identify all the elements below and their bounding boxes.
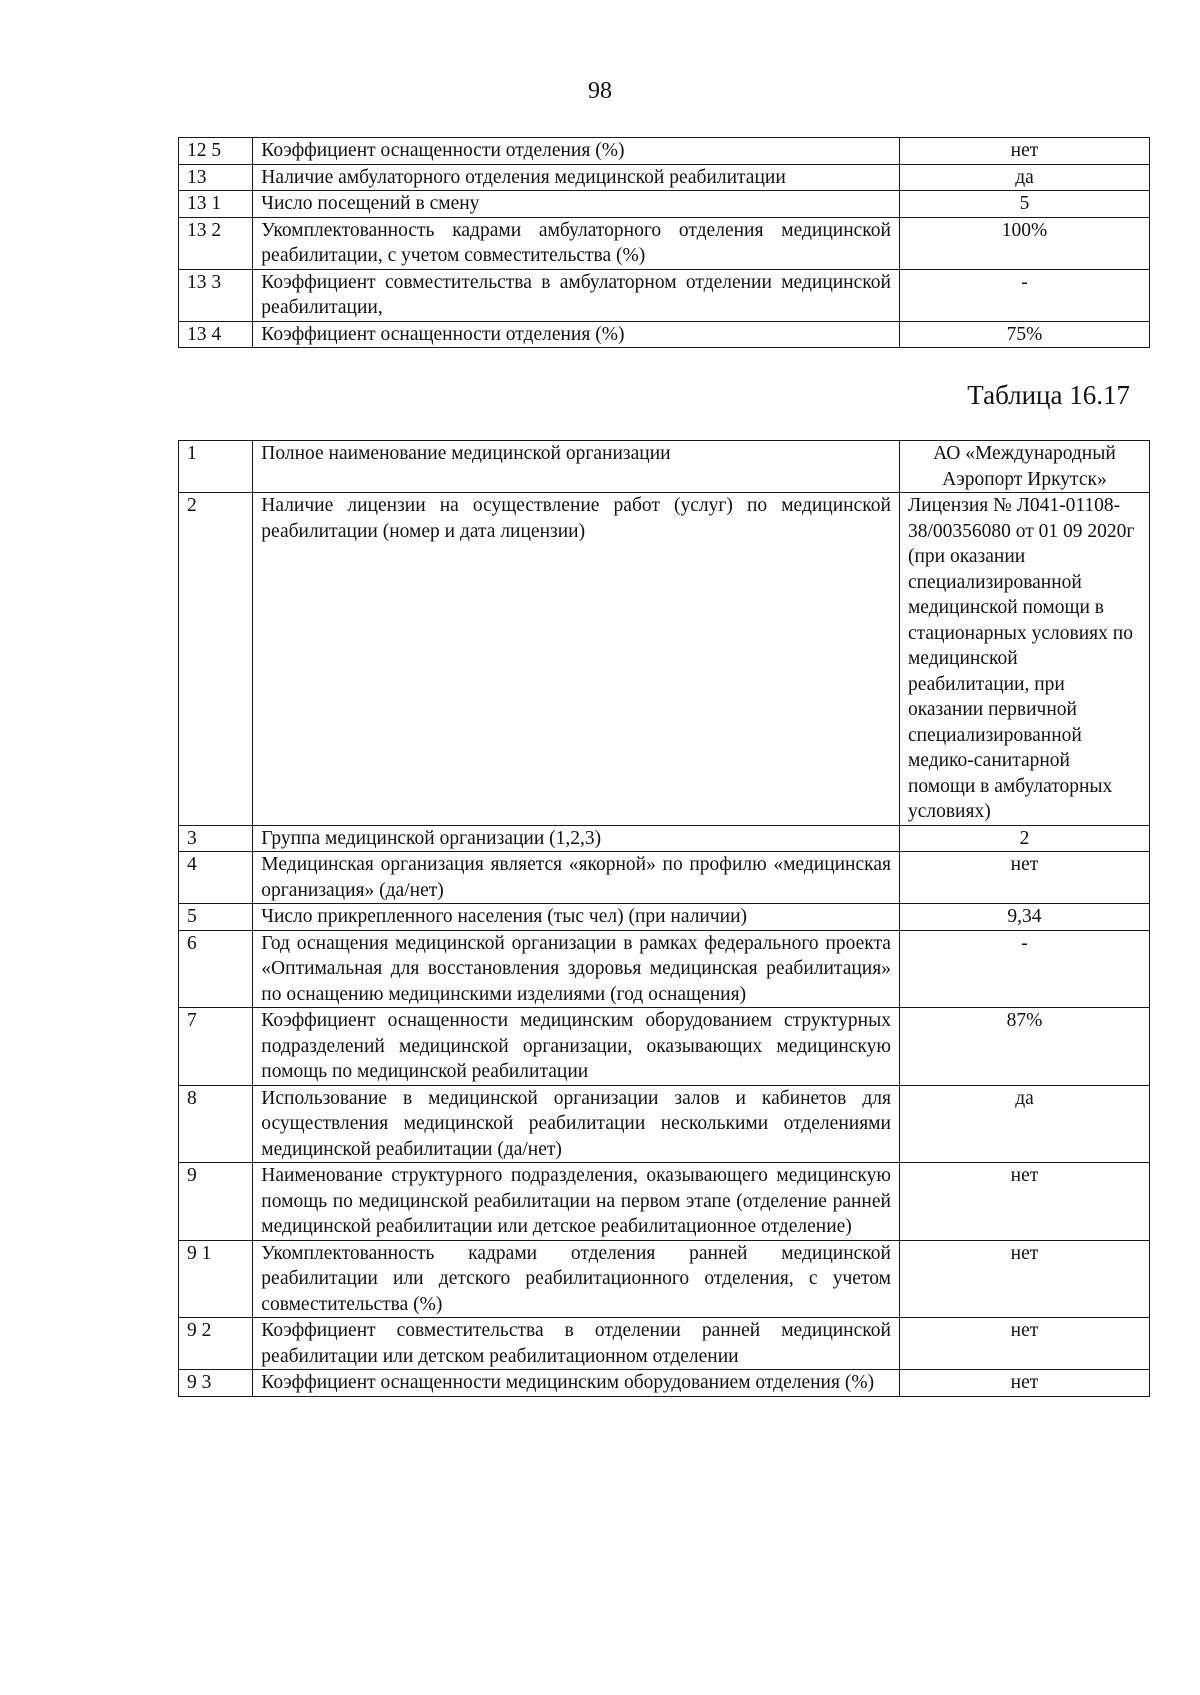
- table-row: [179, 138, 1150, 165]
- table-caption: Таблица 16.17: [967, 380, 1130, 410]
- table-row: [179, 1370, 1150, 1397]
- row-number: 5: [179, 904, 253, 931]
- table-row: [179, 1163, 1150, 1241]
- row-description: Число посещений в смену: [253, 191, 900, 218]
- table-continued: [178, 137, 1150, 348]
- table-row: [179, 217, 1150, 269]
- table-row: [179, 1085, 1150, 1163]
- row-number: 13: [179, 164, 253, 191]
- table-row: [179, 321, 1150, 348]
- row-value: нет: [899, 1240, 1149, 1318]
- row-description: Коэффициент оснащенности отделения (%): [253, 138, 900, 165]
- row-value: нет: [899, 852, 1149, 904]
- row-number: 2: [179, 493, 253, 826]
- row-number: 13 3: [179, 269, 253, 321]
- row-value: 75%: [899, 321, 1149, 348]
- table-row: [179, 1240, 1150, 1318]
- row-description: Коэффициент оснащенности медицинским оборудованием структурных подразделений медицинской организации, оказывающих медицинскую помощь по медицинской реабилитации: [253, 1008, 900, 1086]
- table-row: [179, 930, 1150, 1008]
- row-value: Лицензия № Л041-01108-38/00356080 от 01 09 2020г (при оказании специализированной медицинской помощи в стационарных условиях по медицинской реабилитации, при оказании первичной специализированной медико-санитарной помощи в амбулаторных условиях): [899, 493, 1149, 826]
- row-value: нет: [899, 1370, 1149, 1397]
- row-description: Коэффициент оснащенности медицинским оборудованием отделения (%): [253, 1370, 900, 1397]
- row-value: АО «Международный Аэропорт Иркутск»: [899, 441, 1149, 493]
- row-value: -: [899, 930, 1149, 1008]
- row-description: Коэффициент оснащенности отделения (%): [253, 321, 900, 348]
- row-description: Укомплектованность кадрами амбулаторного отделения медицинской реабилитации, с учетом совместительства (%): [253, 217, 900, 269]
- row-number: 9 3: [179, 1370, 253, 1397]
- table-row: [179, 441, 1150, 493]
- row-description: Группа медицинской организации (1,2,3): [253, 825, 900, 852]
- row-description: Наличие амбулаторного отделения медицинской реабилитации: [253, 164, 900, 191]
- row-number: 13 1: [179, 191, 253, 218]
- row-number: 12 5: [179, 138, 253, 165]
- table-row: [179, 825, 1150, 852]
- row-number: 4: [179, 852, 253, 904]
- row-number: 9: [179, 1163, 253, 1241]
- row-value: да: [899, 1085, 1149, 1163]
- row-description: Полное наименование медицинской организации: [253, 441, 900, 493]
- row-number: 13 4: [179, 321, 253, 348]
- row-number: 3: [179, 825, 253, 852]
- row-description: Число прикрепленного населения (тыс чел) (при наличии): [253, 904, 900, 931]
- row-description: Укомплектованность кадрами отделения ранней медицинской реабилитации или детского реабилитационного отделения, с учетом совместительства (%): [253, 1240, 900, 1318]
- table-row: [179, 1008, 1150, 1086]
- row-number: 1: [179, 441, 253, 493]
- table-row: [179, 191, 1150, 218]
- row-number: 6: [179, 930, 253, 1008]
- table-row: [179, 269, 1150, 321]
- row-value: нет: [899, 1318, 1149, 1370]
- row-description: Использование в медицинской организации залов и кабинетов для осуществления медицинской реабилитации несколькими отделениями медицинской реабилитации (да/нет): [253, 1085, 900, 1163]
- row-number: 8: [179, 1085, 253, 1163]
- table-16-17: [178, 440, 1150, 1397]
- row-description: Год оснащения медицинской организации в рамках федерального проекта «Оптимальная для восстановления здоровья медицинская реабилитация» по оснащению медицинскими изделиями (год оснащения): [253, 930, 900, 1008]
- row-value: 87%: [899, 1008, 1149, 1086]
- row-description: Коэффициент совместительства в отделении ранней медицинской реабилитации или детском реабилитационном отделении: [253, 1318, 900, 1370]
- row-value: да: [899, 164, 1149, 191]
- row-value: 2: [899, 825, 1149, 852]
- page-number: 98: [588, 78, 612, 104]
- row-description: Наименование структурного подразделения, оказывающего медицинскую помощь по медицинской реабилитации на первом этапе (отделение ранней медицинской реабилитации или детское реабилитационное отделение): [253, 1163, 900, 1241]
- table-row: [179, 164, 1150, 191]
- row-value: нет: [899, 1163, 1149, 1241]
- row-value: -: [899, 269, 1149, 321]
- row-description: Наличие лицензии на осуществление работ (услуг) по медицинской реабилитации (номер и дата лицензии): [253, 493, 900, 826]
- row-number: 9 2: [179, 1318, 253, 1370]
- table-row: [179, 852, 1150, 904]
- row-value: 100%: [899, 217, 1149, 269]
- row-number: 7: [179, 1008, 253, 1086]
- row-number: 9 1: [179, 1240, 253, 1318]
- row-value: 9,34: [899, 904, 1149, 931]
- table-row: [179, 493, 1150, 826]
- row-description: Медицинская организация является «якорной» по профилю «медицинская организация» (да/нет): [253, 852, 900, 904]
- table-row: [179, 1318, 1150, 1370]
- row-number: 13 2: [179, 217, 253, 269]
- row-value: нет: [899, 138, 1149, 165]
- table-row: [179, 904, 1150, 931]
- row-description: Коэффициент совместительства в амбулаторном отделении медицинской реабилитации,: [253, 269, 900, 321]
- row-value: 5: [899, 191, 1149, 218]
